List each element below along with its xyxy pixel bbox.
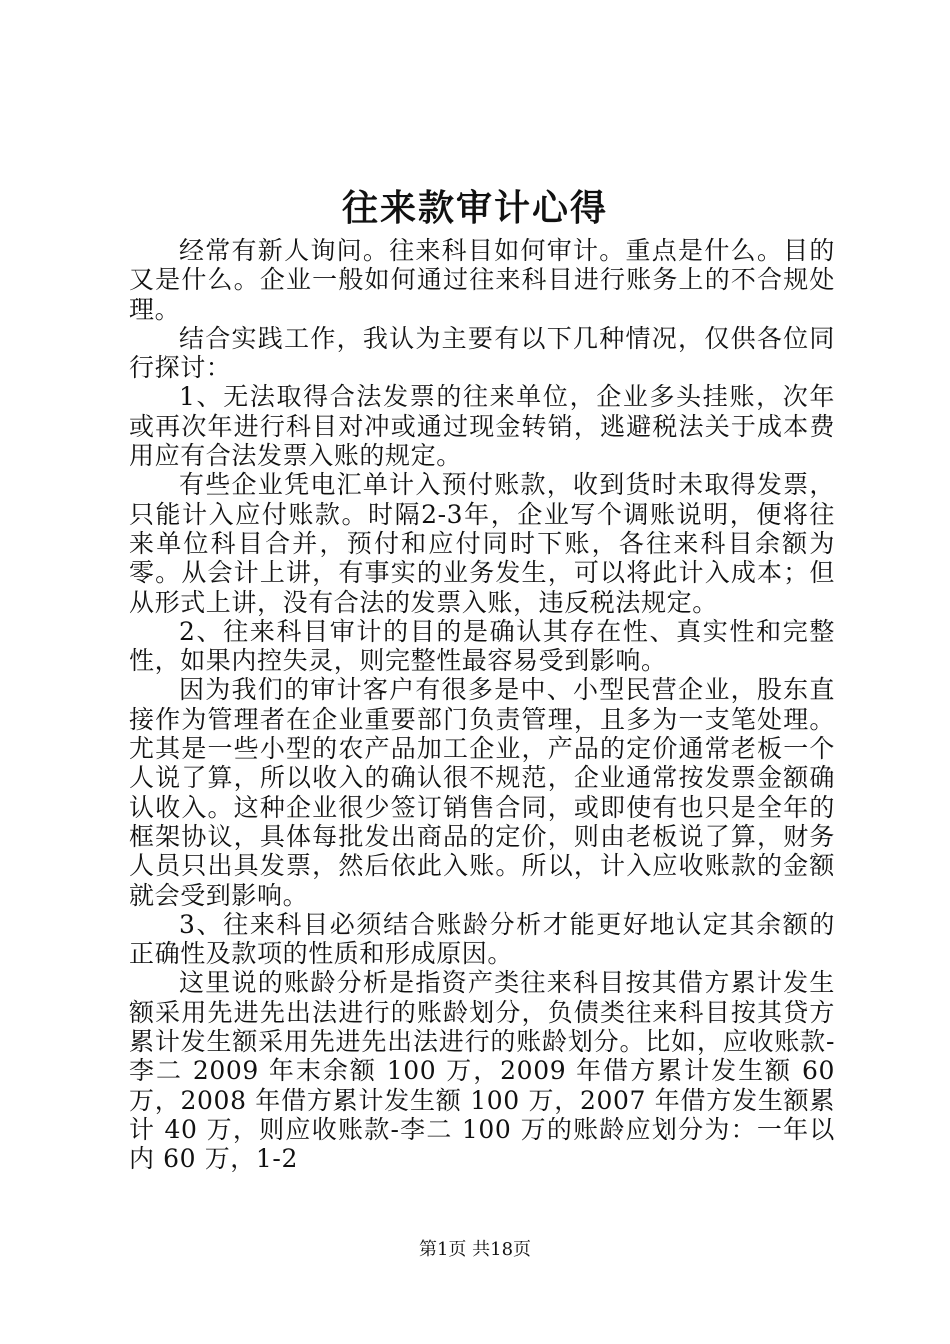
paragraph-point-3-example: 这里说的账龄分析是指资产类往来科目按其借方累计发生额采用先进先出法进行的账龄划分，负债类往来科目按其贷方累计发生额采用先进先出法进行的账龄划分。比如，应收账款-李二 2009 年末余额 100 万，2009 年借方累计发生额 60 万，2008 年借方累计发生额 100 万，2007 年借方发生额累计 40 万，则应收账款-李二 100 万的账龄应划分为：一年以内 60 万，1-2 [129,968,835,1174]
page-footer: 第1页 共18页 [418,1239,532,1260]
paragraph-point-1: 1、无法取得合法发票的往来单位，企业多头挂账，次年或再次年进行科目对冲或通过现金转销，逃避税法关于成本费用应有合法发票入账的规定。 [129,382,835,471]
document-title: 往来款审计心得 [341,187,608,229]
paragraph-context: 结合实践工作，我认为主要有以下几种情况，仅供各位同行探讨： [129,323,835,383]
paragraph-point-1-example: 有些企业凭电汇单计入预付账款，收到货时未取得发票，只能计入应付账款。时隔2-3年，企业写个调账说明，便将往来单位科目合并，预付和应付同时下账，各往来科目余额为零。从会计上讲，有事实的业务发生，可以将此计入成本；但从形式上讲，没有合法的发票入账，违反税法规定。 [129,470,835,617]
paragraph-point-3: 3、往来科目必须结合账龄分析才能更好地认定其余额的正确性及款项的性质和形成原因。 [129,909,835,969]
document-body [129,236,835,1174]
paragraph-point-2-example: 因为我们的审计客户有很多是中、小型民营企业，股东直接作为管理者在企业重要部门负责管理，且多为一支笔处理。尤其是一些小型的农产品加工企业，产品的定价通常老板一个人说了算，所以收入的确认很不规范，企业通常按发票金额确认收入。这种企业很少签订销售合同，或即使有也只是全年的框架协议，具体每批发出商品的定价，则由老板说了算，财务人员只出具发票，然后依此入账。所以，计入应收账款的金额就会受到影响。 [129,675,835,910]
paragraph-intro: 经常有新人询问。往来科目如何审计。重点是什么。目的又是什么。企业一般如何通过往来科目进行账务上的不合规处理。 [129,236,835,324]
paragraph-point-2: 2、往来科目审计的目的是确认其存在性、真实性和完整性，如果内控失灵，则完整性最容易受到影响。 [129,616,835,676]
